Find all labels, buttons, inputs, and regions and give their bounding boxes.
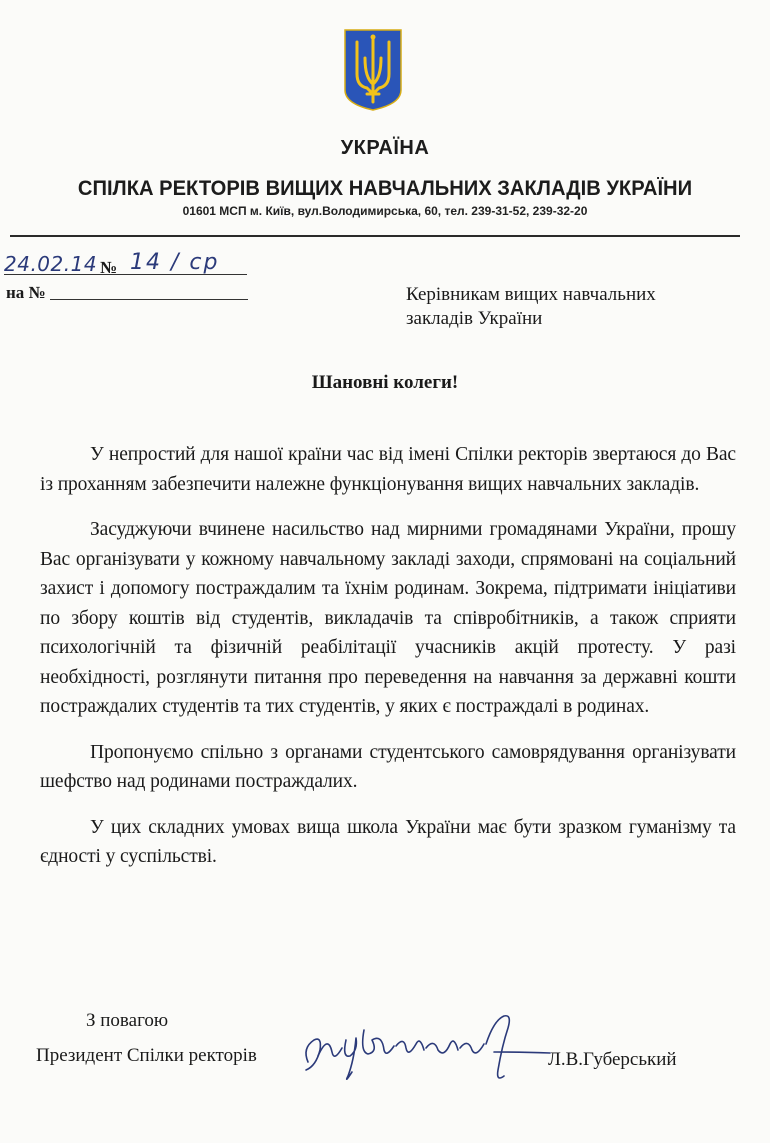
signatory-name: Л.В.Губерський xyxy=(548,1049,677,1070)
handwritten-signature xyxy=(298,1000,553,1090)
paragraph-4: У цих складних умовах вища школа України має бути зразком гуманізму та єдності у суспільстві. xyxy=(40,816,736,867)
in-reply-label: на № xyxy=(6,283,46,302)
addressee-block xyxy=(406,283,746,331)
letter-body xyxy=(40,440,736,888)
trident-emblem-icon xyxy=(343,28,403,112)
greeting: Шановні колеги! xyxy=(311,372,459,393)
handwritten-number: 14 / ср xyxy=(130,250,220,275)
organization-title: СПІЛКА РЕКТОРІВ ВИЩИХ НАВЧАЛЬНИХ ЗАКЛАДІВ УКРАЇНИ xyxy=(77,177,693,200)
number-label: № xyxy=(100,258,118,277)
in-reply-underline xyxy=(50,299,248,300)
paragraph-1: У непростий для нашої країни час від імені Спілки ректорів звертаюся до Вас із проханням забезпечити належне функціонування вищих навчальних закладів. xyxy=(40,444,736,495)
paragraph-2: Засуджуючи вчинене насильство над мирними громадянами України, прошу Вас організувати у кожному навчальному закладі заходи, спрямовані на соціальний захист і допомогу постраждалим та їхнім родинам. Зокрема, підтримати ініціативи по збору коштів від студентів, викладачів та співробітників, а також сприяти психологічній та фізичній реабілітації учасників акцій протесту. У разі необхідності, розглянути питання про переведення на навчання за державні кошти постраждалих студентів та тих студентів, у яких є постраждалі в родинах. xyxy=(40,519,736,717)
paragraph-3: Пропонуємо спільно з органами студентського самоврядування організувати шефство над родинами постраждалих. xyxy=(40,741,736,792)
addressee-line-1: Керівникам вищих навчальних xyxy=(406,284,656,305)
addressee-line-2: закладів України xyxy=(406,308,543,329)
handwritten-date: 24.02.14 xyxy=(4,252,98,276)
letterhead-divider xyxy=(10,235,740,237)
closing-regards: З повагою xyxy=(86,1010,169,1031)
signatory-position: Президент Спілки ректорів xyxy=(36,1045,257,1066)
country-title: УКРАЇНА xyxy=(340,137,430,159)
reference-underline xyxy=(4,274,247,275)
letterhead-address: 01601 МСП м. Київ, вул.Володимирська, 60, тел. 239-31-52, 239-32-20 xyxy=(182,204,588,218)
